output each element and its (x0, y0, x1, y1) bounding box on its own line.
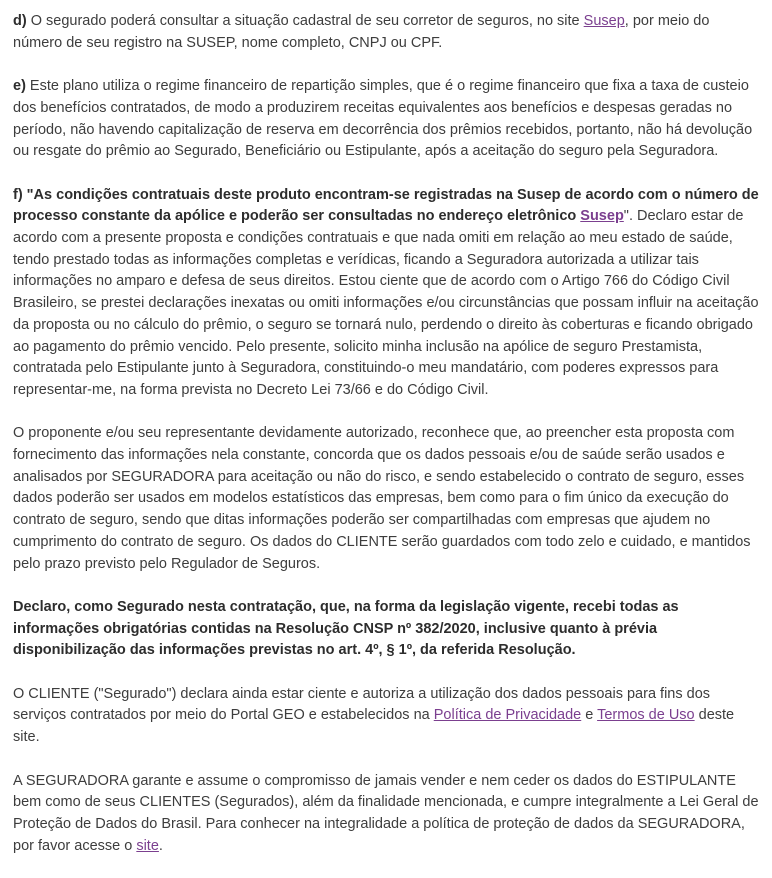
paragraph-seguradora-text-after: . (158, 837, 163, 854)
privacy-policy-link[interactable]: Política de Privacidade (433, 707, 582, 724)
data-protection-site-link[interactable]: site (136, 837, 159, 854)
paragraph-seguradora (13, 771, 762, 858)
paragraph-proponente: O proponente e/ou seu representante devidamente autorizado, reconhece que, ao preencher esta proposta com fornecimento das informações nela constante, concorda que os dados pessoais e/ou de saúde serão usados e analisados por SEGURADORA para aceitação ou não do risco, e sendo estabelecido o contrato de seguro, esses dados poderão ser usados em modelos estatísticos das empresas, bem como para o fim único da execução do contrato de seguro, sendo que ditas informações poderão ser compartilhadas com empresas que ajudem no cumprimento do contrato de seguro. Os dados do CLIENTE serão guardados com todo zelo e cuidado, e mantidos pelo prazo previsto pelo Regulador de Seguros. (13, 425, 751, 572)
susep-address-link[interactable]: Susep (580, 208, 624, 225)
paragraph-d-label: d) (13, 13, 27, 29)
paragraph-f (13, 185, 762, 402)
paragraph-cliente-text-after: deste site. (13, 707, 735, 746)
paragraph-e (13, 76, 762, 163)
paragraph-declaro (13, 597, 762, 662)
paragraph-cliente-text-before: O CLIENTE ("Segurado") declara ainda estar ciente e autoriza a utilização dos dados pessoais para fins dos serviços contratados por meio do Portal GEO e estabelecidos na (13, 685, 711, 724)
susep-link[interactable]: Susep (583, 13, 625, 29)
paragraph-cliente (13, 684, 762, 749)
paragraph-d (13, 11, 762, 54)
paragraph-f-text-after: ". Declaro estar de acordo com a presente proposta e condições contratuais e que nada omiti em relação ao meu estado de saúde, tendo prestado todas as informações completas e verídicas, ficando a Seguradora autorizada a utilizar tais informações no amparo e defesa de seus direitos. Estou ciente que de acordo com o Artigo 766 do Código Civil Brasileiro, se prestei declarações inexatas ou omiti informações e/ou circunstâncias que possam influir na aceitação da proposta ou no cálculo do prêmio, o seguro se tornará nulo, perdendo o direito às coberturas e ficando obrigado ao pagamento do prêmio vencido. Pelo presente, solicito minha inclusão na apólice de seguro Prestamista, contratada pelo Estipulante junto à Seguradora, constituindo-o meu mandatário, com poderes expressos para representar-me, na forma prevista no Decreto Lei 73/66 e do Código Civil. (13, 208, 759, 398)
paragraph-seguradora-text-before: A SEGURADORA garante e assume o compromisso de jamais vender e nem ceder os dados do ESTIPULANTE bem como de seus CLIENTES (Segurados), além da finalidade mencionada, e cumpre integralmente a Lei Geral de Proteção de Dados do Brasil. Para conhecer na integralidade a política de proteção de dados da SEGURADORA, por favor acesse o (13, 772, 759, 854)
paragraph-d-text-before: O segurado poderá consultar a situação cadastral de seu corretor de seguros, no site (26, 13, 584, 29)
paragraph-declaro-text: Declaro, como Segurado nesta contratação, que, na forma da legislação vigente, recebi todas as informações obrigatórias contidas na Resolução CNSP nº 382/2020, inclusive quanto à prévia disponibilização das informações previstas no art. 4º, § 1º, da referida Resolução. (13, 598, 679, 659)
paragraph-f-bold-span: f) "As condições contratuais deste produto encontram-se registradas na Susep de acordo com o número de processo constante da apólice e poderão ser consultadas no endereço eletrônico (13, 186, 759, 225)
paragraph-e-label: e) (13, 78, 26, 95)
paragraph-cliente-text-mid: e (581, 707, 598, 724)
terms-of-use-link[interactable]: Termos de Uso (597, 707, 695, 724)
paragraph-d-text-after: , por meio do número de seu registro na SUSEP, nome completo, CNPJ ou CPF. (13, 13, 710, 51)
paragraph-e-text: Este plano utiliza o regime financeiro de repartição simples, que é o regime financeiro que fixa a taxa de custeio dos benefícios contratados, de modo a produzirem receitas equivalentes aos benefícios e despesas geradas no período, não havendo capitalização de reserva em decorrência dos prêmios recebidos, portanto, não há devolução ou resgate do prêmio ao Segurado, Beneficiário ou Estipulante, após a aceitação do seguro pela Seguradora. (13, 78, 753, 160)
